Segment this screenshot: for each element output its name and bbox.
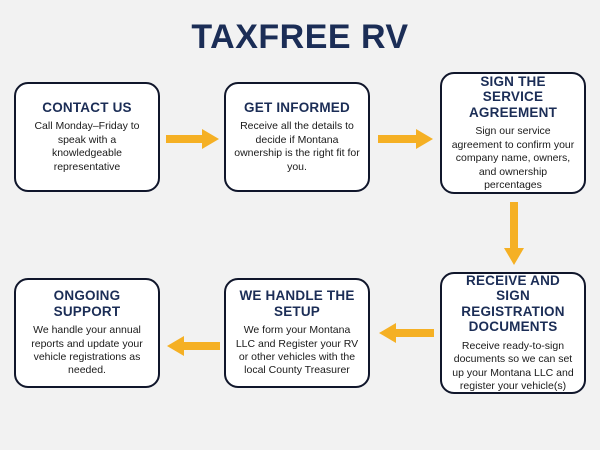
- step-body: Receive ready-to-sign documents so we can set up your Montana LLC and register your vehicle(s): [452, 339, 574, 392]
- step-card-receive-and-sign-registration-documents: [440, 272, 586, 394]
- step-heading: GET INFORMED: [244, 99, 350, 115]
- arrow-right-icon: [166, 128, 220, 150]
- step-heading: WE HANDLE THE SETUP: [239, 288, 355, 319]
- step-body: Receive all the details to decide if Montana ownership is the right fit for you.: [234, 120, 360, 173]
- arrow-left-icon: [378, 322, 434, 344]
- step-heading: SIGN THE SERVICE AGREEMENT: [468, 73, 558, 120]
- step-body: Sign our service agreement to confirm your company name, owners, and ownership percentages: [451, 125, 575, 191]
- step-card-contact-us: [14, 82, 160, 192]
- step-heading: ONGOING SUPPORT: [53, 288, 121, 319]
- arrow-down-icon: [503, 202, 525, 266]
- step-card-we-handle-the-setup: [224, 278, 370, 388]
- step-card-get-informed: [224, 82, 370, 192]
- step-card-sign-the-service-agreement: [440, 72, 586, 194]
- page-title: TAXFREE RV: [191, 18, 409, 56]
- step-body: Call Monday–Friday to speak with a knowledgeable representative: [34, 120, 140, 173]
- step-heading: RECEIVE AND SIGN REGISTRATION DOCUMENTS: [461, 272, 565, 335]
- arrow-right-icon: [378, 128, 434, 150]
- step-card-ongoing-support: [14, 278, 160, 388]
- step-body: We handle your annual reports and update your vehicle registrations as needed.: [31, 324, 143, 377]
- step-body: We form your Montana LLC and Register your RV or other vehicles with the local County Treasurer: [235, 324, 359, 377]
- step-heading: CONTACT US: [42, 99, 132, 115]
- arrow-left-icon: [166, 335, 220, 357]
